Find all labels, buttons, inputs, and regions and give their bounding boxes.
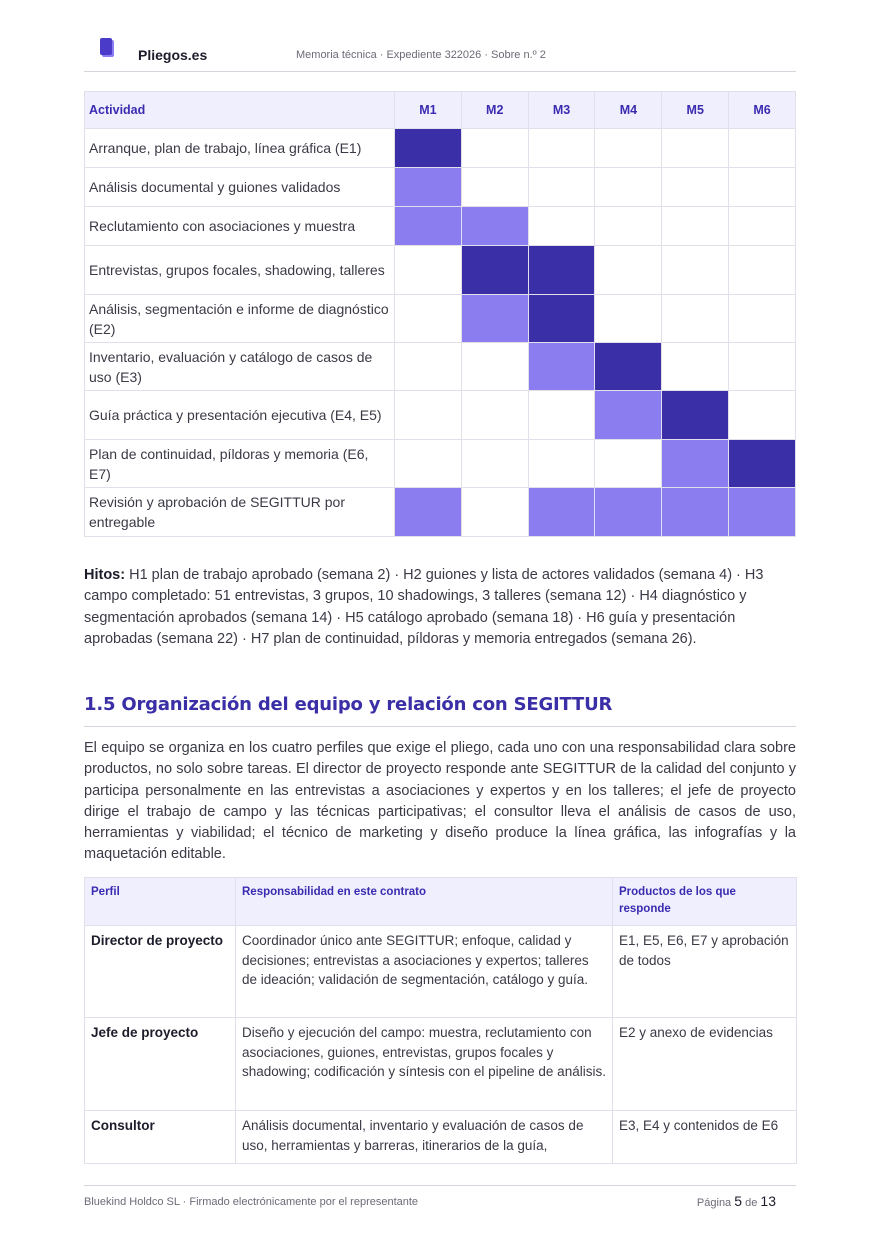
team-products: E1, E5, E6, E7 y aprobación de todos — [613, 926, 797, 1018]
gantt-cell-m4-light — [595, 488, 662, 537]
gantt-cell-m6-none — [729, 391, 796, 440]
team-role: Jefe de proyecto — [85, 1018, 236, 1111]
gantt-row — [85, 168, 796, 207]
gantt-cell-m3-dark — [528, 295, 595, 343]
team-responsibility: Coordinador único ante SEGITTUR; enfoque, calidad y decisiones; entrevistas a asociaciones y expertos; talleres de ideación; validación de segmentación, catálogo y guía. — [236, 926, 613, 1018]
gantt-cell-m4-none — [595, 295, 662, 343]
brand-name: Pliegos.es — [138, 47, 208, 63]
gantt-header-m1: M1 — [395, 92, 462, 129]
gantt-row — [85, 129, 796, 168]
gantt-cell-m5-dark — [662, 391, 729, 440]
gantt-cell-m2-none — [461, 488, 528, 537]
logo-icon — [100, 38, 116, 58]
gantt-activity: Análisis, segmentación e informe de diagnóstico (E2) — [85, 295, 395, 343]
gantt-header-m2: M2 — [461, 92, 528, 129]
gantt-cell-m1-none — [395, 295, 462, 343]
gantt-header-m3: M3 — [528, 92, 595, 129]
gantt-table — [84, 91, 796, 537]
page-total: 13 — [760, 1193, 776, 1209]
gantt-cell-m1-none — [395, 391, 462, 440]
gantt-cell-m6-dark — [729, 440, 796, 488]
gantt-cell-m3-dark — [528, 246, 595, 295]
gantt-cell-m3-none — [528, 440, 595, 488]
gantt-cell-m3-light — [528, 343, 595, 391]
gantt-row — [85, 343, 796, 391]
team-role: Consultor — [85, 1111, 236, 1164]
footer-signature: Bluekind Holdco SL · Firmado electrónicamente por el representante — [84, 1196, 419, 1208]
gantt-header-m6: M6 — [729, 92, 796, 129]
page-current: 5 — [734, 1193, 743, 1209]
gantt-cell-m6-none — [729, 295, 796, 343]
page-label: Página — [696, 1197, 732, 1209]
gantt-activity: Inventario, evaluación y catálogo de casos de uso (E3) — [85, 343, 395, 391]
gantt-cell-m3-none — [528, 168, 595, 207]
gantt-cell-m1-none — [395, 440, 462, 488]
gantt-cell-m5-none — [662, 207, 729, 246]
gantt-cell-m1-light — [395, 488, 462, 537]
team-header-products: Productos de los que responde — [613, 878, 797, 926]
gantt-activity: Reclutamiento con asociaciones y muestra — [85, 207, 395, 246]
page-separator: de — [745, 1197, 758, 1209]
gantt-cell-m1-dark — [395, 129, 462, 168]
gantt-cell-m5-light — [662, 488, 729, 537]
gantt-cell-m1-none — [395, 343, 462, 391]
gantt-cell-m5-none — [662, 295, 729, 343]
team-header-responsibility: Responsabilidad en este contrato — [236, 878, 613, 926]
gantt-cell-m2-none — [461, 343, 528, 391]
gantt-cell-m2-none — [461, 129, 528, 168]
gantt-row — [85, 488, 796, 537]
gantt-cell-m3-none — [528, 129, 595, 168]
team-header-profile: Perfil — [85, 878, 236, 926]
team-responsibility: Diseño y ejecución del campo: muestra, reclutamiento con asociaciones, guiones, entrevistas, grupos focales y shadowing; codificación y síntesis con el pipeline de análisis. — [236, 1018, 613, 1111]
page-header — [84, 38, 796, 72]
gantt-row — [85, 391, 796, 440]
header-meta: Memoria técnica · Expediente 322026 · Sobre n.º 2 — [296, 49, 546, 61]
gantt-row — [85, 207, 796, 246]
gantt-cell-m2-dark — [461, 246, 528, 295]
milestones-label: Hitos: — [84, 567, 126, 583]
page-footer — [84, 1185, 796, 1215]
team-responsibility: Análisis documental, inventario y evaluación de casos de uso, herramientas y barreras, itinerarios de la guía, — [236, 1111, 613, 1164]
gantt-cell-m6-light — [729, 488, 796, 537]
gantt-row — [85, 295, 796, 343]
gantt-activity: Entrevistas, grupos focales, shadowing, talleres — [85, 246, 395, 295]
milestones-text: H1 plan de trabajo aprobado (semana 2) · H2 guiones y lista de actores validados (semana 4) · H3 campo completado: 51 entrevistas, 3 grupos, 10 shadowings, 3 talleres (semana 12) · H4 diagnóstico y segmentación aprobados (semana 14) · H5 catálogo aprobado (semana 18) · H6 guía y presentación aprobadas (semana 22) · H7 plan de continuidad, píldoras y memoria entregados (semana 26). — [84, 567, 764, 647]
gantt-cell-m3-none — [528, 207, 595, 246]
gantt-cell-m4-light — [595, 391, 662, 440]
gantt-cell-m2-light — [461, 207, 528, 246]
gantt-cell-m5-none — [662, 246, 729, 295]
team-products: E3, E4 y contenidos de E6 — [613, 1111, 797, 1164]
gantt-activity: Revisión y aprobación de SEGITTUR por entregable — [85, 488, 395, 537]
gantt-cell-m1-none — [395, 246, 462, 295]
gantt-header-row — [85, 92, 796, 129]
gantt-cell-m6-none — [729, 246, 796, 295]
page-number — [697, 1193, 776, 1209]
gantt-activity: Arranque, plan de trabajo, línea gráfica (E1) — [85, 129, 395, 168]
gantt-cell-m4-none — [595, 129, 662, 168]
gantt-cell-m4-none — [595, 168, 662, 207]
team-products: E2 y anexo de evidencias — [613, 1018, 797, 1111]
gantt-cell-m2-light — [461, 295, 528, 343]
gantt-cell-m3-none — [528, 391, 595, 440]
gantt-cell-m4-none — [595, 246, 662, 295]
gantt-cell-m2-none — [461, 168, 528, 207]
milestones-paragraph — [84, 565, 796, 650]
gantt-header-activity: Actividad — [85, 92, 395, 129]
team-role: Director de proyecto — [85, 926, 236, 1018]
gantt-cell-m1-light — [395, 168, 462, 207]
team-row — [85, 1111, 797, 1164]
team-header-row — [85, 878, 797, 926]
section-divider — [84, 726, 796, 727]
gantt-cell-m6-none — [729, 129, 796, 168]
gantt-header-m4: M4 — [595, 92, 662, 129]
gantt-cell-m6-none — [729, 207, 796, 246]
gantt-cell-m1-light — [395, 207, 462, 246]
team-table — [84, 877, 797, 1164]
team-row — [85, 926, 797, 1018]
gantt-activity: Análisis documental y guiones validados — [85, 168, 395, 207]
gantt-cell-m5-none — [662, 343, 729, 391]
gantt-cell-m6-none — [729, 343, 796, 391]
gantt-row — [85, 440, 796, 488]
section-title: 1.5 Organización del equipo y relación con SEGITTUR — [84, 694, 613, 715]
gantt-cell-m4-none — [595, 207, 662, 246]
gantt-activity: Plan de continuidad, píldoras y memoria (E6, E7) — [85, 440, 395, 488]
gantt-activity: Guía práctica y presentación ejecutiva (E4, E5) — [85, 391, 395, 440]
gantt-cell-m2-none — [461, 440, 528, 488]
gantt-cell-m5-light — [662, 440, 729, 488]
gantt-cell-m3-light — [528, 488, 595, 537]
gantt-header-m5: M5 — [662, 92, 729, 129]
gantt-row — [85, 246, 796, 295]
team-row — [85, 1018, 797, 1111]
gantt-cell-m4-none — [595, 440, 662, 488]
gantt-cell-m5-none — [662, 129, 729, 168]
gantt-cell-m6-none — [729, 168, 796, 207]
gantt-cell-m2-none — [461, 391, 528, 440]
gantt-cell-m4-dark — [595, 343, 662, 391]
section-paragraph: El equipo se organiza en los cuatro perfiles que exige el pliego, cada uno con una responsabilidad clara sobre productos, no solo sobre tareas. El director de proyecto responde ante SEGITTUR de la calidad del conjunto y participa personalmente en las entrevistas a asociaciones y expertos y en los talleres; el jefe de proyecto dirige el trabajo de campo y las técnicas participativas; el consultor lleva el análisis de casos de uso, herramientas y viabilidad; el técnico de marketing y diseño produce la línea gráfica, las infografías y la maquetación editable. — [84, 740, 796, 863]
gantt-cell-m5-none — [662, 168, 729, 207]
